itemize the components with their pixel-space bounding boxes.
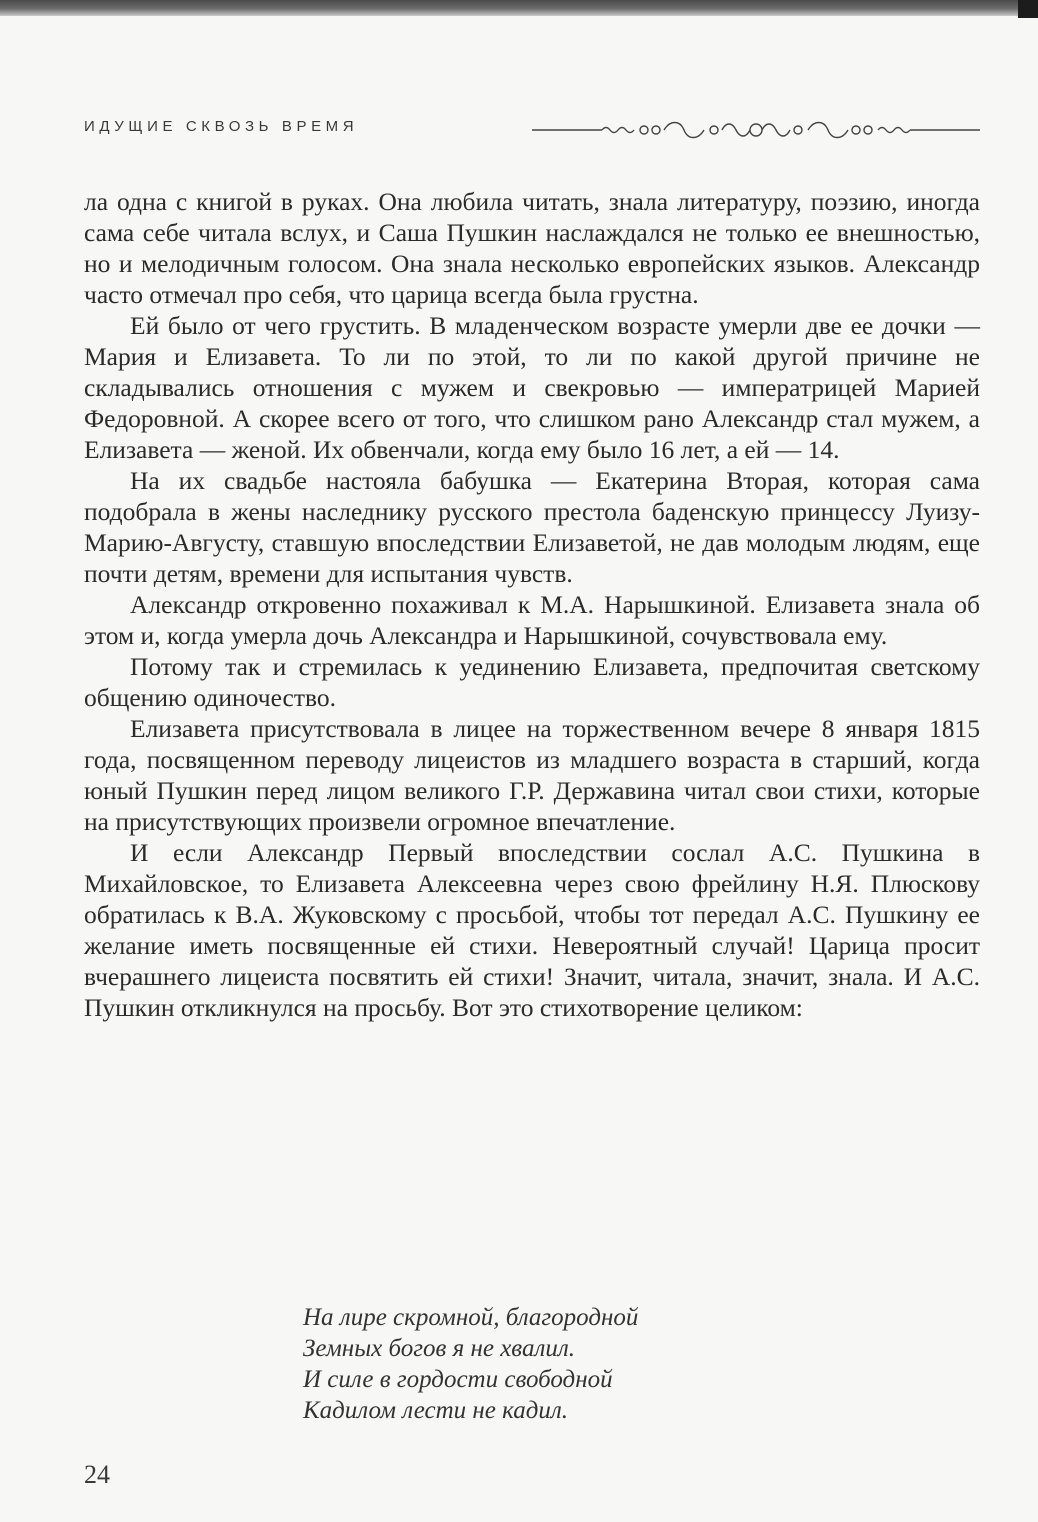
page-top-shadow [0,0,1038,16]
verse-line: Земных богов я не хвалил. [303,1335,576,1362]
paragraph: На их свадьбе настояла бабушка — Екатерина Вторая, которая сама подобрала в жены наследнику русского престола баденскую принцессу Луизу-Марию-Августу, ставшую впоследствии Елизаветой, не дав молодым людям, еще почти детям, времени для испытания чувств. [84,466,980,588]
page-number: 24 [84,1460,110,1489]
paragraph: ла одна с книгой в руках. Она любила читать, знала литературу, поэзию, иногда сама себе читала вслух, и Саша Пушкин наслаждался не только ее внешностью, но и мелодичным голосом. Она знала несколько европейских языков. Александр часто отмечал про себя, что царица всегда была грустна. [84,187,980,309]
body-text [84,186,980,1023]
paragraph: Елизавета присутствовала в лицее на торжественном вечере 8 января 1815 года, посвященном переводу лицеистов из младшего возраста в старший, когда юный Пушкин перед лицом великого Г.Р. Державина читал свои стихи, которые на присутствующих произвели огромное впечатление. [84,714,980,836]
page-corner-shadow [1018,0,1038,18]
verse-line: Кадилом лести не кадил. [303,1397,569,1424]
paragraph: И если Александр Первый впоследствии сослал А.С. Пушкина в Михайловское, то Елизавета Алексеевна через свою фрейлину Н.Я. Плюскову обратилась к В.А. Жуковскому с просьбой, чтобы тот передал А.С. Пушкину ее желание иметь посвященные ей стихи. Невероятный случай! Царица просит вчерашнего лицеиста посвятить ей стихи! Значит, читала, значит, знала. И А.С. Пушкин откликнулся на просьбу. Вот это стихотворение целиком: [84,838,980,1022]
paragraph: Потому так и стремилась к уединению Елизавета, предпочитая светскому общению одиночество. [84,652,980,712]
paragraph: Александр откровенно похаживал к М.А. Нарышкиной. Елизавета знала об этом и, когда умерла дочь Александра и Нарышкиной, сочувствовала ему. [84,590,980,650]
running-header-title: ИДУЩИЕ СКВОЗЬ ВРЕМЯ [84,118,359,135]
poem-verse [303,1302,823,1426]
paragraph: Ей было от чего грустить. В младенческом возрасте умерли две ее дочки — Мария и Елизавета. То ли по этой, то ли по какой другой причине не складывались отношения с мужем и свекровью — императрицей Марией Федоровной. А скорее всего от того, что слишком рано Александр стал мужем, а Елизавета — женой. Их обвенчали, когда ему было 16 лет, а ей — 14. [84,311,980,464]
verse-line: На лире скромной, благородной [303,1304,639,1331]
running-header [84,118,980,142]
verse-line: И силе в гордости свободной [303,1366,613,1393]
decorative-ornament-icon [532,118,980,142]
